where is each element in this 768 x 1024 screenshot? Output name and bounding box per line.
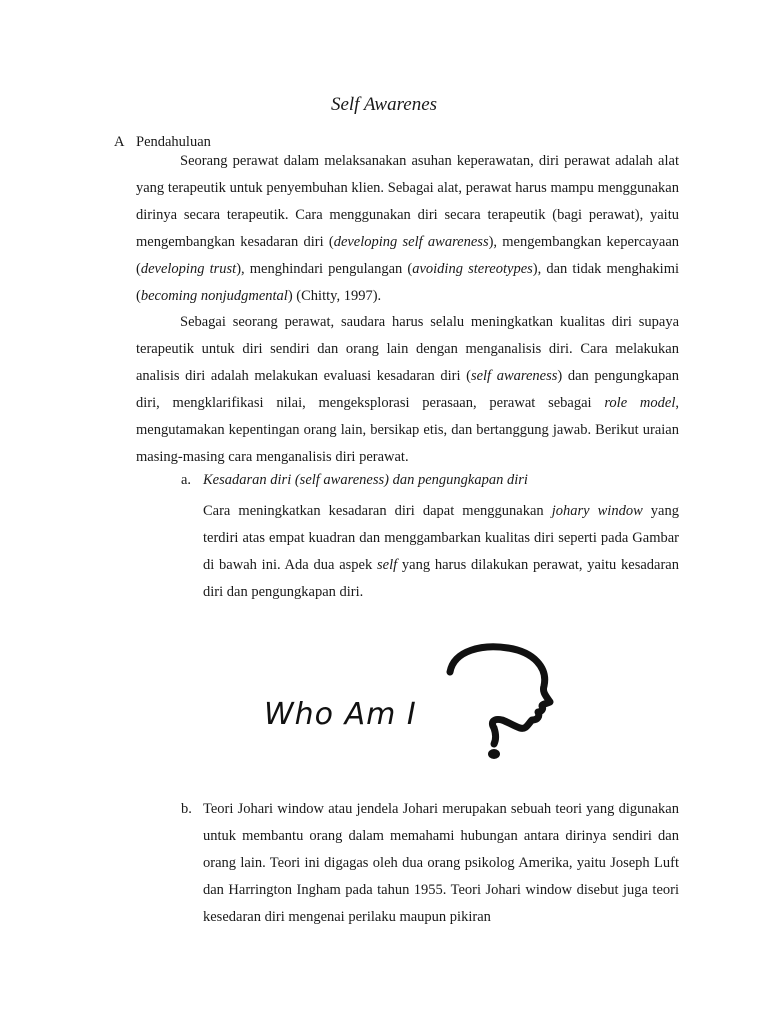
p1-text-4: ), dan tidak menghakimi ( <box>136 261 680 304</box>
p1-term-2: developing trust <box>140 261 237 277</box>
item-a-text-1: Cara meningkatkan kesadaran diri dapat menggunakan <box>203 503 552 519</box>
section-letter: A <box>114 134 125 150</box>
item-a-term-2: self <box>376 557 398 573</box>
p2-term-2: role model <box>604 395 676 411</box>
p2-text-2: ) dan pengungkapan diri, mengklarifikasi nilai, mengeksplorasi perasaan, perawat sebagai <box>136 368 679 411</box>
p2-term-1: self awareness <box>470 368 558 384</box>
item-a-text-3: yang harus dilakukan perawat, yaitu kesadaran diri dan pengungkapan diri. <box>203 557 679 600</box>
document-title: Self Awarenes <box>330 94 438 115</box>
who-am-i-illustration <box>258 640 558 760</box>
who-am-i-figure <box>258 640 558 760</box>
item-a-text-2: yang terdiri atas empat kuadran dan menggambarkan kualitas diri seperti pada Gambar di bawah ini. Ada dua aspek <box>203 503 679 573</box>
item-b <box>181 796 679 931</box>
item-b-marker: b. <box>181 801 192 817</box>
question-mark-stem-icon <box>494 728 496 744</box>
who-am-i-handwriting: Who Am I <box>264 697 417 732</box>
item-b-text: Teori Johari window atau jendela Johari merupakan sebuah teori yang digunakan untuk membantu orang dalam memahami hubungan antara dirinya sendiri dan orang lain. Teori ini digagas oleh dua orang psikolog Amerika, yaitu Joseph Luft dan Harrington Ingham pada tahun 1955. Teori Johari window disebut juga teori kesedaran diri mengenai perilaku maupun pikiran <box>203 801 679 925</box>
p1-term-4: becoming nonjudgmental <box>140 288 288 304</box>
p1-term-3: avoiding stereotypes <box>412 261 533 277</box>
p1-text-2: ), mengembangkan kepercayaan ( <box>136 234 680 277</box>
item-a-marker: a. <box>181 472 192 488</box>
item-a-paragraph <box>203 498 679 606</box>
item-a-term-1: johary window <box>551 503 643 519</box>
question-mark-dot-icon <box>488 749 500 759</box>
p2-text-1: Sebagai seorang perawat, saudara harus selalu meningkatkan kualitas diri supaya terapeutik untuk diri sendiri dan orang lain dengan menganalisis diri. Cara melakukan analisis diri adalah melakukan evaluasi kesadaran diri ( <box>136 314 679 384</box>
section-heading-text: Pendahuluan <box>136 134 211 150</box>
item-a-heading <box>181 472 528 489</box>
p2-text-3: , mengutamakan kepentingan orang lain, bersikap etis, dan bertanggung jawab. Berikut uraian masing-masing cara menganalisis diri perawat. <box>136 395 679 465</box>
p1-text-1: Seorang perawat dalam melaksanakan asuhan keperawatan, diri perawat adalah alat yang terapeutik untuk penyembuhan klien. Sebagai alat, perawat harus mampu menggunakan dirinya secara terapeutik. Cara menggunakan diri secara terapeutik (bagi perawat), yaitu mengembangkan kesadaran diri ( <box>136 153 679 250</box>
p1-text-3: ), menghindari pengulangan ( <box>236 261 413 277</box>
question-mark-face-icon <box>450 647 550 729</box>
paragraph-intro <box>136 148 679 310</box>
p1-text-5: ) (Chitty, 1997). <box>287 288 382 304</box>
p1-term-1: developing self awareness <box>333 234 489 250</box>
item-a-heading-text: Kesadaran diri (self awareness) dan pengungkapan diri <box>203 472 528 488</box>
paragraph-analysis <box>136 309 679 471</box>
